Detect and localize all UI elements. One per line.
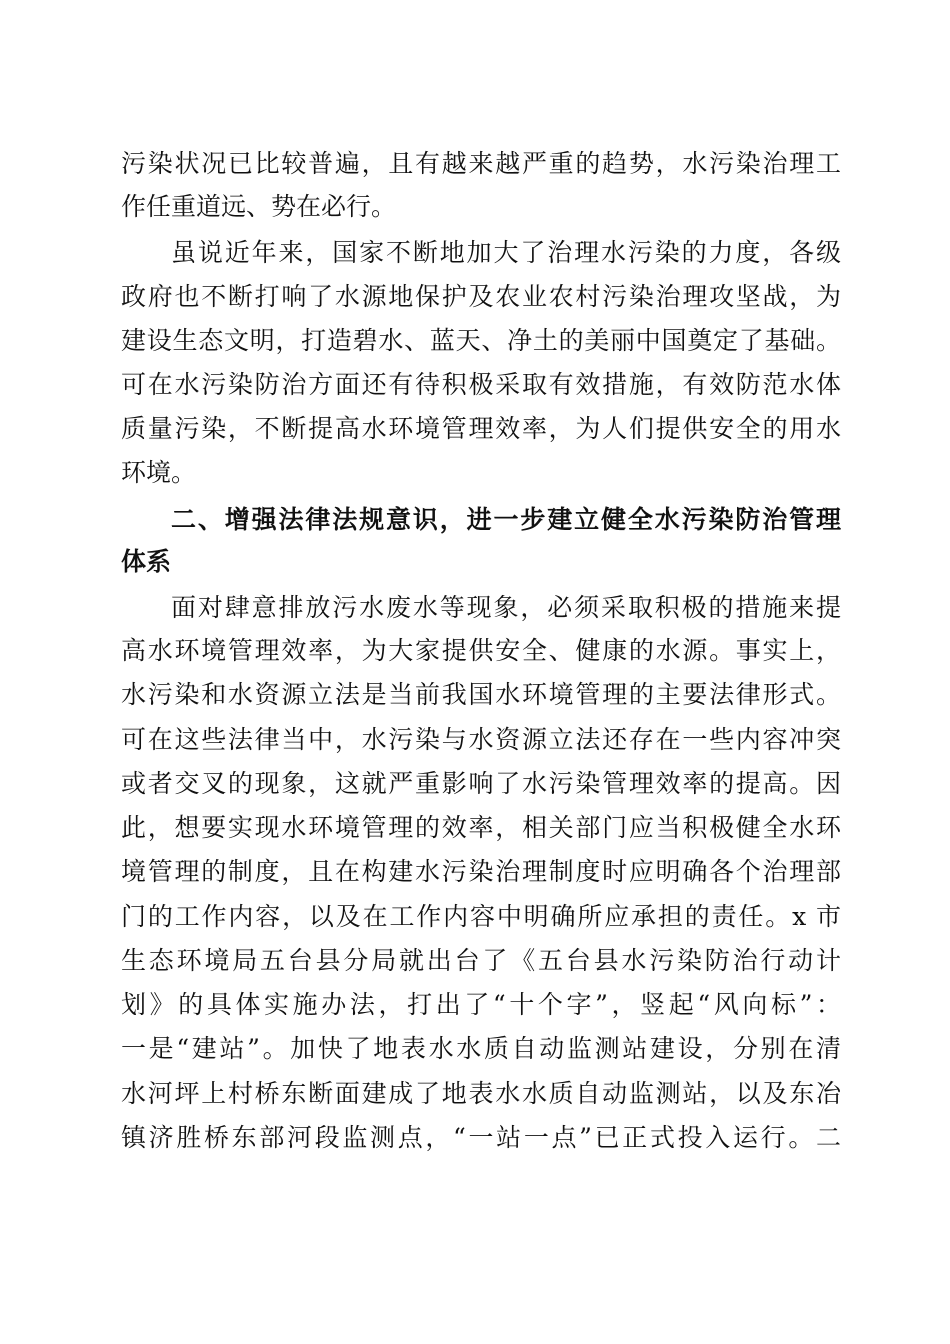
text-line: 境管理的制度，且在构建水污染治理制度时应明确各个治理部 xyxy=(121,857,841,886)
text-line: 或者交叉的现象，这就严重影响了水污染管理效率的提高。因 xyxy=(121,769,841,798)
text-line: 建设生态文明，打造碧水、蓝天、净土的美丽中国奠定了基础。 xyxy=(121,326,841,355)
text-line: 可在水污染防治方面还有待积极采取有效措施，有效防范水体 xyxy=(121,370,841,399)
text-line: 政府也不断打响了水源地保护及农业农村污染治理攻坚战，为 xyxy=(121,282,841,311)
text-line: 高水环境管理效率，为大家提供安全、健康的水源。事实上， xyxy=(121,636,841,665)
paragraph-first-line: 面对肆意排放污水废水等现象，必须采取积极的措施来提 xyxy=(171,593,841,622)
text-line: 生态环境局五台县分局就出台了《五台县水污染防治行动计 xyxy=(121,946,841,975)
text-line: 水污染和水资源立法是当前我国水环境管理的主要法律形式。 xyxy=(121,680,841,709)
section-heading: 二、增强法律法规意识，进一步建立健全水污染防治管理 xyxy=(171,505,841,534)
text-line: 环境。 xyxy=(121,458,197,487)
text-line: 划》的具体实施办法，打出了“十个字”，竖起“风向标”： xyxy=(121,990,841,1019)
text-line: 一是“建站”。加快了地表水水质自动监测站建设，分别在清 xyxy=(121,1034,841,1063)
text-line: 水河坪上村桥东断面建成了地表水水质自动监测站，以及东冶 xyxy=(121,1079,841,1108)
text-line: 可在这些法律当中，水污染与水资源立法还存在一些内容冲突 xyxy=(121,725,841,754)
text-line: 质量污染，不断提高水环境管理效率，为人们提供安全的用水 xyxy=(121,414,841,443)
paragraph-first-line: 虽说近年来，国家不断地加大了治理水污染的力度，各级 xyxy=(171,238,841,267)
text-line: 门的工作内容，以及在工作内容中明确所应承担的责任。x 市 xyxy=(121,902,841,931)
text-line: 镇济胜桥东部河段监测点，“一站一点”已正式投入运行。二 xyxy=(121,1123,841,1152)
section-heading-continued: 体系 xyxy=(121,547,172,576)
text-line: 污染状况已比较普遍，且有越来越严重的趋势，水污染治理工 xyxy=(121,149,841,178)
text-line: 此，想要实现水环境管理的效率，相关部门应当积极健全水环 xyxy=(121,813,841,842)
text-line: 作任重道远、势在必行。 xyxy=(121,192,397,221)
